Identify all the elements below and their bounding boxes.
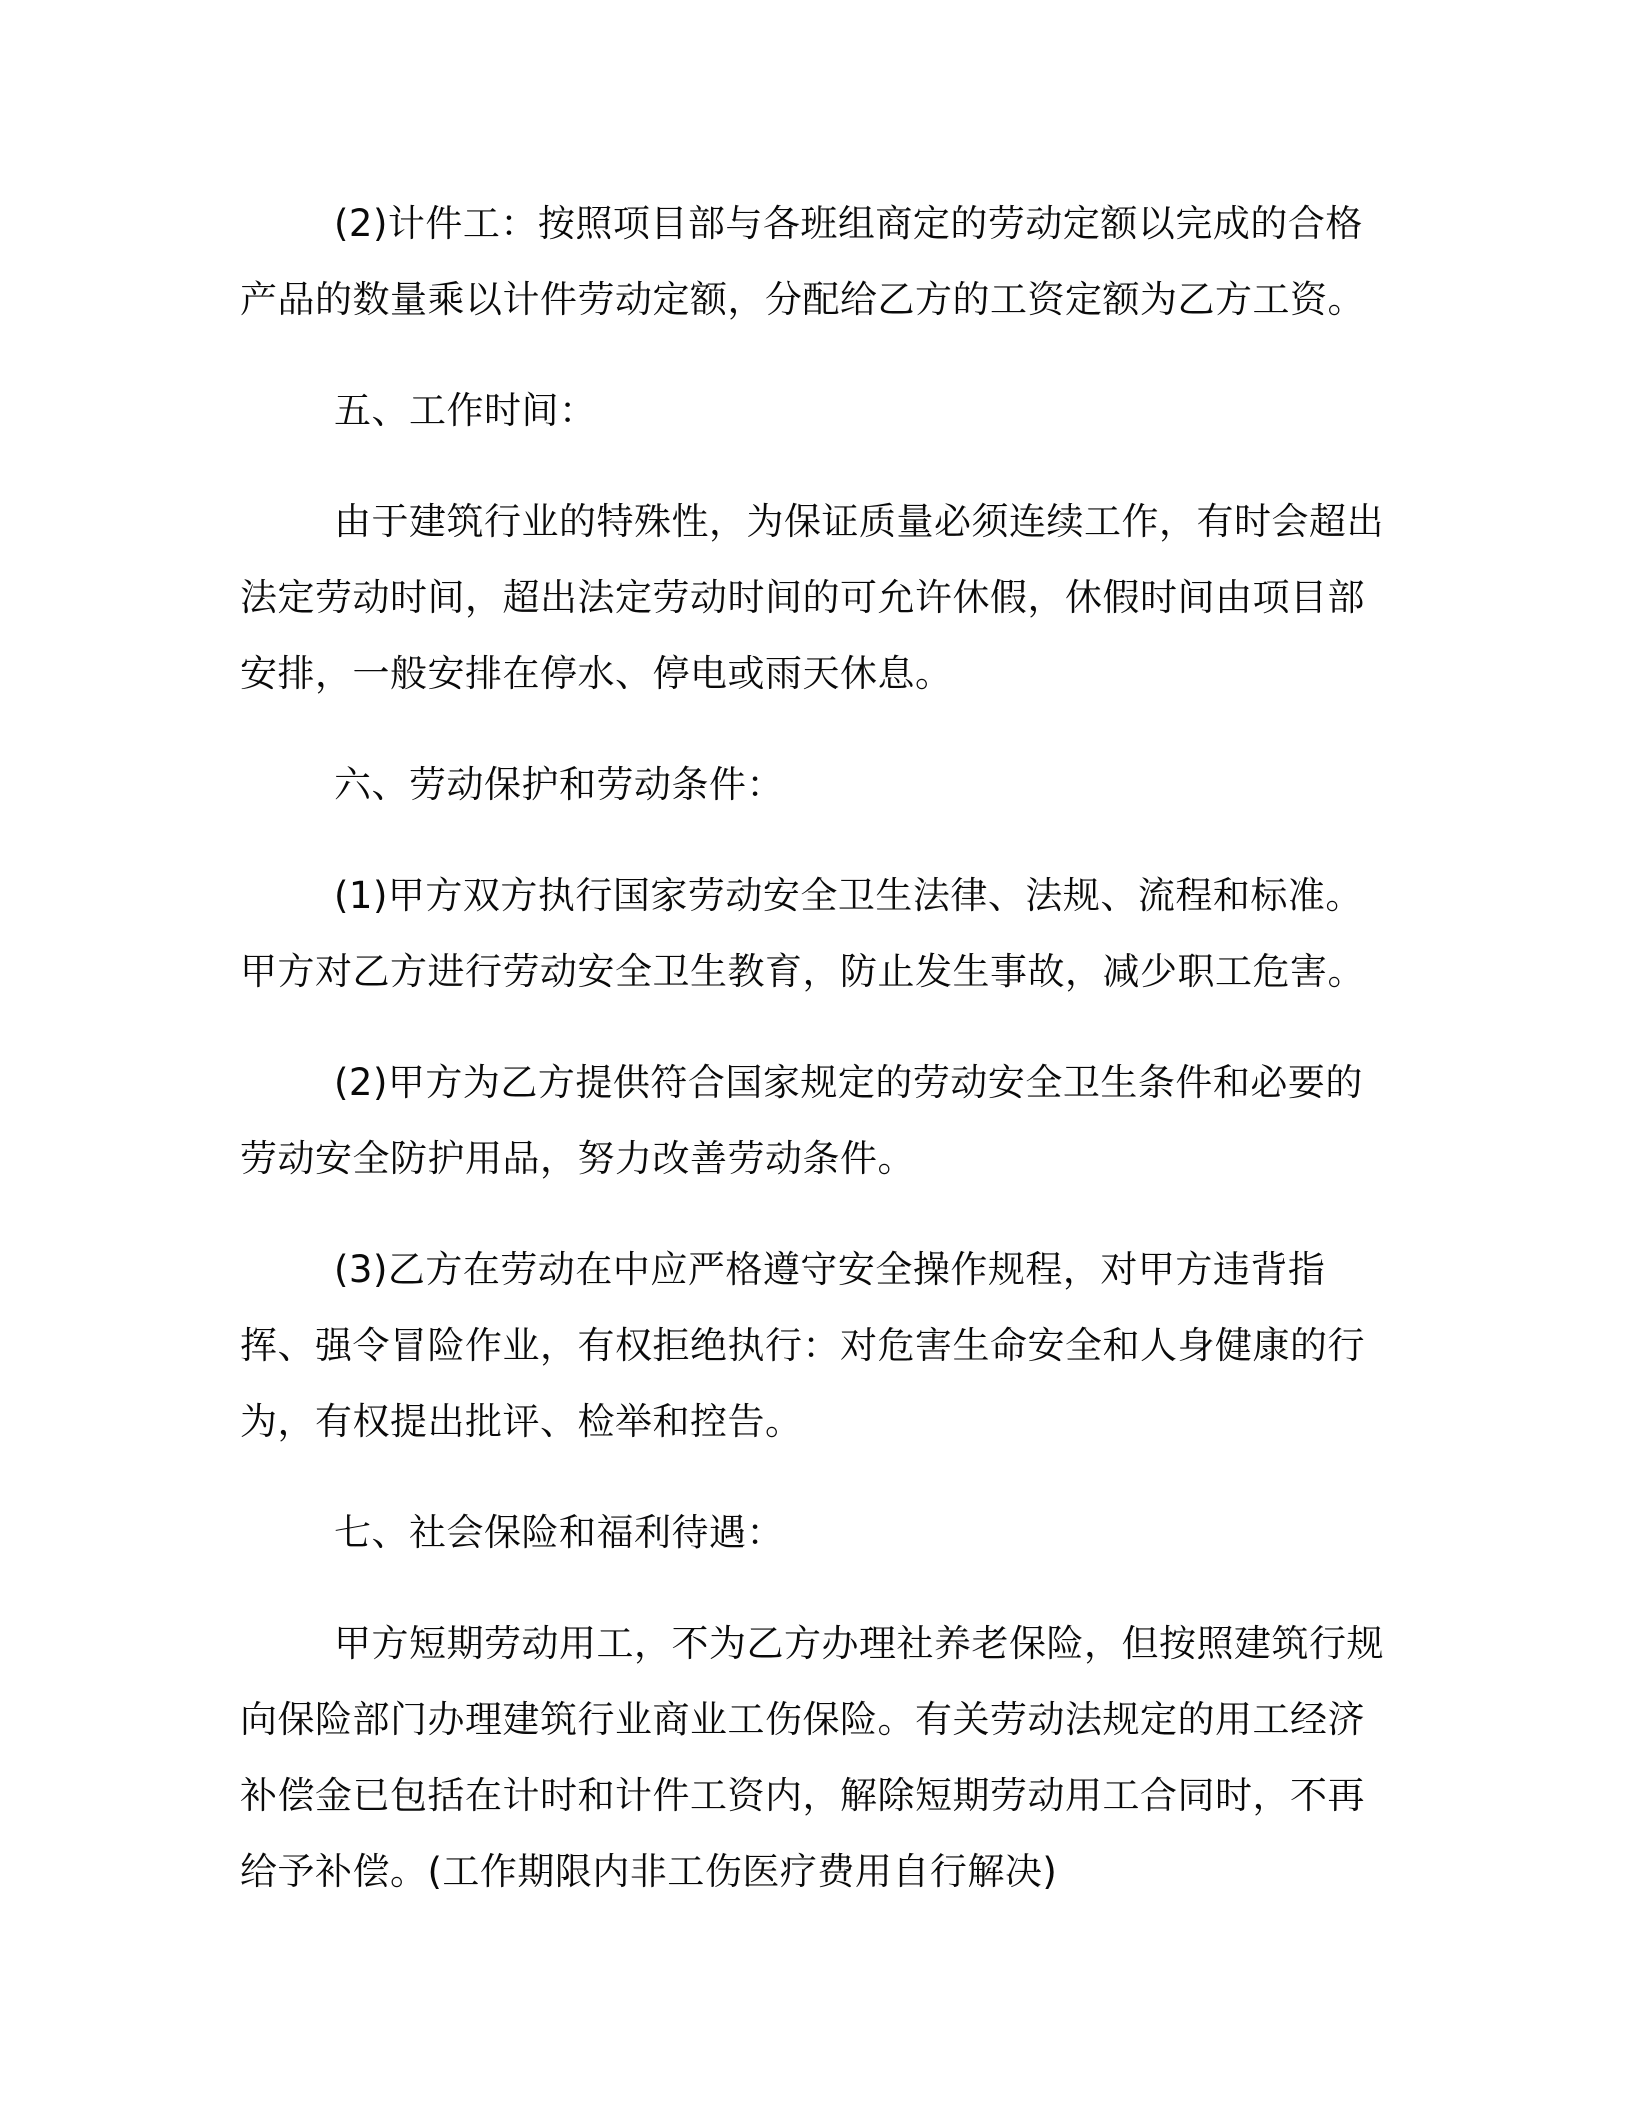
paragraph-piecework-wage: (2)计件工：按照项目部与各班组商定的劳动定额以完成的合格产品的数量乘以计件劳动定额，分配给乙方的工资定额为乙方工资。 (240, 202, 1365, 321)
paragraph-labor-protection-1: (1)甲方双方执行国家劳动安全卫生法律、法规、流程和标准。甲方对乙方进行劳动安全卫生教育，防止发生事故，减少职工危害。 (240, 874, 1365, 993)
section-heading-working-hours: 五、工作时间： (334, 389, 597, 432)
paragraph-working-hours: 由于建筑行业的特殊性，为保证质量必须连续工作，有时会超出法定劳动时间，超出法定劳动时间的可允许休假，休假时间由项目部安排，一般安排在停水、停电或雨天休息。 (240, 500, 1384, 695)
section-heading-social-insurance: 七、社会保险和福利待遇： (334, 1511, 784, 1554)
paragraph-labor-protection-3: (3)乙方在劳动在中应严格遵守安全操作规程，对甲方违背指挥、强令冒险作业，有权拒绝执行：对危害生命安全和人身健康的行为，有权提出批评、检举和控告。 (240, 1248, 1365, 1443)
document-body (240, 186, 1400, 1945)
section-heading-labor-protection: 六、劳动保护和劳动条件： (334, 763, 784, 806)
paragraph-labor-protection-2: (2)甲方为乙方提供符合国家规定的劳动安全卫生条件和必要的劳动安全防护用品，努力改善劳动条件。 (240, 1061, 1363, 1180)
paragraph-social-insurance: 甲方短期劳动用工，不为乙方办理社养老保险，但按照建筑行规向保险部门办理建筑行业商业工伤保险。有关劳动法规定的用工经济补偿金已包括在计时和计件工资内，解除短期劳动用工合同时，不再给予补偿。(工作期限内非工伤医疗费用自行解决) (240, 1622, 1384, 1893)
